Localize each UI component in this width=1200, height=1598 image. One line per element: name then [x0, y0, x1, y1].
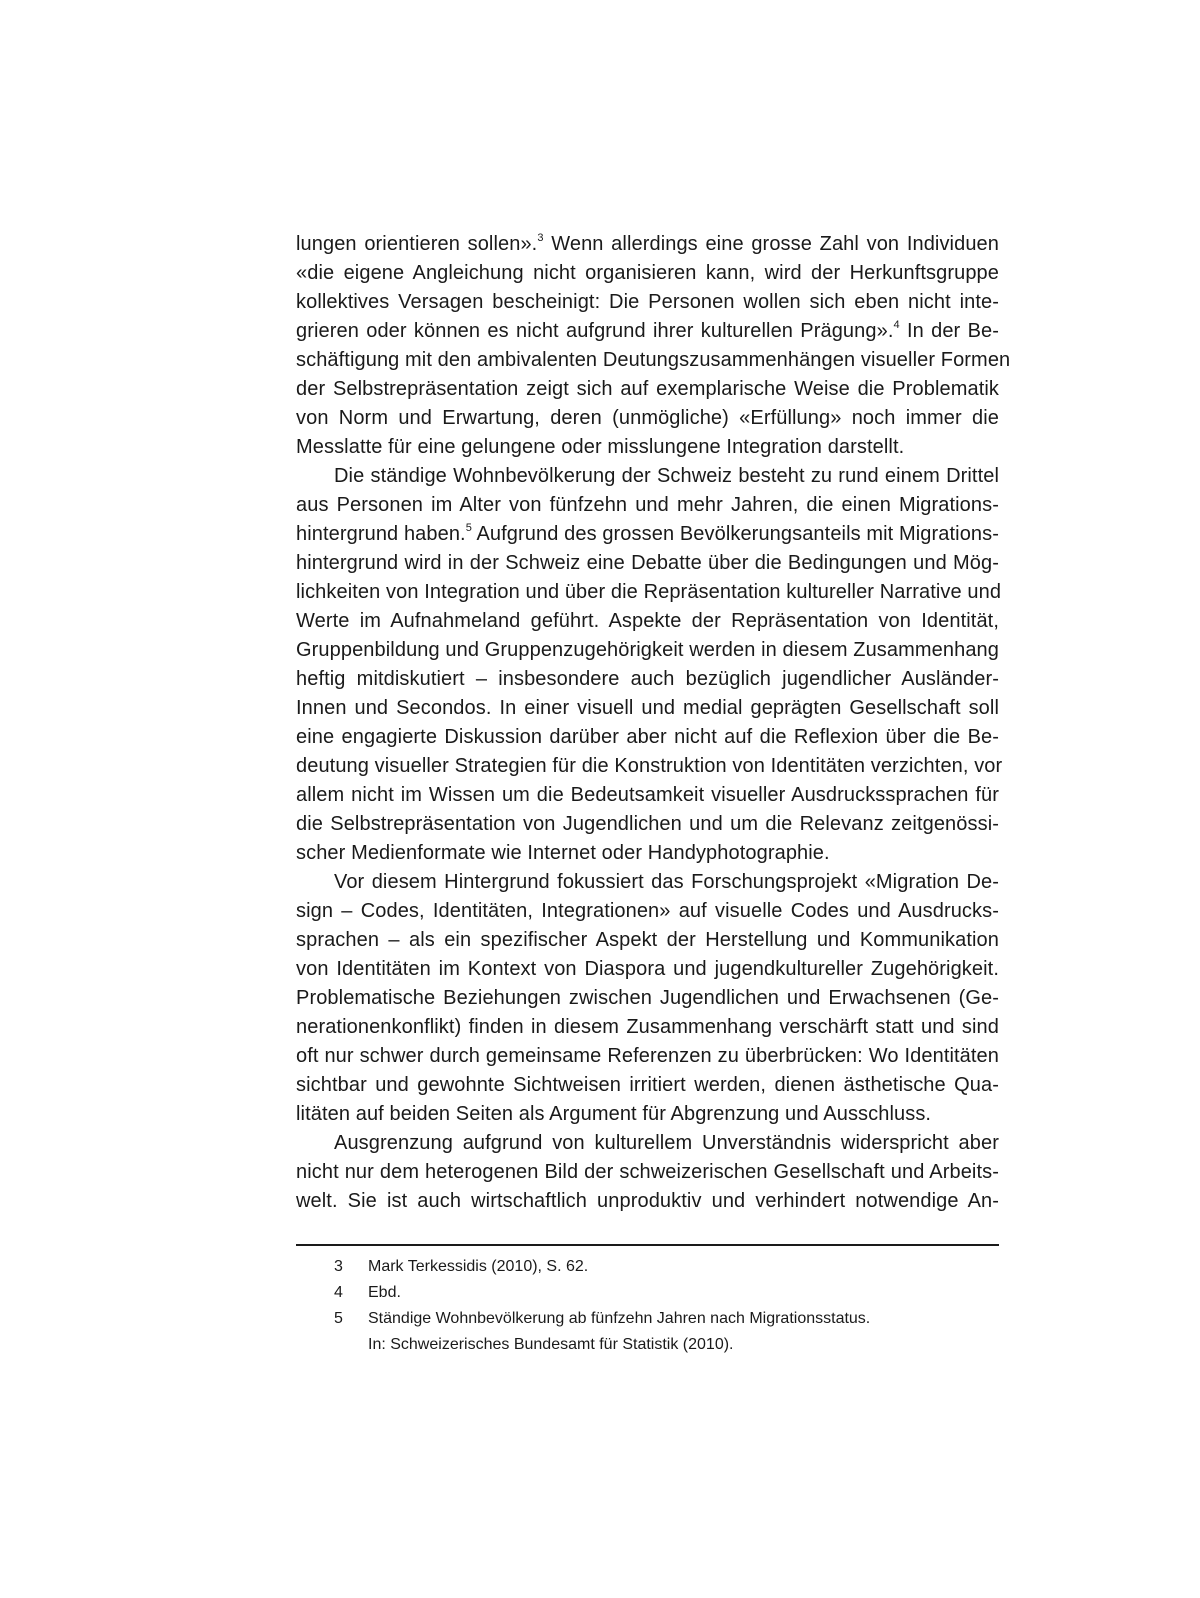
text-segment: hintergrund haben. — [296, 523, 466, 545]
text-segment: Die ständige Wohnbevölkerung der Schweiz besteht zu rund einem Drittel — [334, 465, 999, 487]
text-segment: heftig mitdiskutiert – insbesondere auch bezüglich jugendlicher Ausländer- — [296, 668, 999, 690]
footnotes — [296, 1254, 999, 1358]
text-line — [296, 926, 999, 955]
footnote-number: 5 — [334, 1310, 343, 1327]
text-segment: sprachen – als ein spezifischer Aspekt der Herstellung und Kommunikation — [296, 929, 999, 951]
text-line — [296, 1042, 999, 1071]
text-line — [296, 607, 999, 636]
text-segment: Aufgrund des grossen Bevölkerungsanteils mit Migrations- — [471, 523, 1000, 545]
text-line — [296, 317, 999, 346]
text-line — [296, 1013, 999, 1042]
text-segment: deutung visueller Strategien für die Konstruktion von Identitäten verzichten, vor — [296, 755, 1003, 777]
text-segment: Messlatte für eine gelungene oder misslungene Integration darstellt. — [296, 436, 905, 458]
text-line — [296, 752, 1003, 781]
text-segment: In der Be- — [899, 320, 999, 342]
text-segment: sichtbar und gewohnte Sichtweisen irritiert werden, dienen ästhetische Qua- — [296, 1074, 999, 1096]
paragraph — [296, 1129, 999, 1216]
text-segment: sign – Codes, Identitäten, Integrationen» auf visuelle Codes und Ausdrucks- — [296, 900, 999, 922]
text-segment: allem nicht im Wissen um die Bedeutsamkeit visueller Ausdruckssprachen für — [296, 784, 999, 806]
footnote-text: In: Schweizerisches Bundesamt für Statistik (2010). — [368, 1336, 734, 1353]
text-line — [296, 897, 999, 926]
text-segment: aus Personen im Alter von fünfzehn und mehr Jahren, die einen Migrations- — [296, 494, 999, 516]
text-line — [296, 520, 999, 549]
footnote-reference[interactable]: 5 — [465, 522, 472, 535]
text-line — [296, 1129, 999, 1158]
text-segment: der Selbstrepräsentation zeigt sich auf exemplarische Weise die Problematik — [296, 378, 999, 400]
text-line — [296, 462, 999, 491]
paragraph — [296, 868, 999, 1129]
text-line — [296, 433, 999, 462]
text-line — [296, 288, 999, 317]
text-segment: scher Medienformate wie Internet oder Handyphotographie. — [296, 842, 830, 864]
text-line — [296, 491, 999, 520]
text-line — [296, 1100, 999, 1129]
text-line — [296, 1158, 999, 1187]
text-line — [296, 1071, 999, 1100]
text-line — [296, 375, 999, 404]
text-segment: Wenn allerdings eine grosse Zahl von Individuen — [543, 233, 999, 255]
text-segment: Ausgrenzung aufgrund von kulturellem Unverständnis widerspricht aber — [334, 1132, 999, 1154]
text-line — [296, 868, 999, 897]
footnote-item — [296, 1254, 999, 1280]
text-segment: lichkeiten von Integration und über die Repräsentation kultureller Narrative und — [296, 581, 1002, 603]
footnote-text: Ebd. — [368, 1284, 401, 1301]
text-line — [296, 230, 999, 259]
footnote-text: Mark Terkessidis (2010), S. 62. — [368, 1258, 589, 1275]
text-line — [296, 839, 999, 868]
text-segment: Werte im Aufnahmeland geführt. Aspekte der Repräsentation von Identität, — [296, 610, 999, 632]
text-line — [296, 781, 999, 810]
text-segment: von Identitäten im Kontext von Diaspora und jugendkultureller Zugehörigkeit. — [296, 958, 999, 980]
footnote-number: 4 — [334, 1284, 343, 1301]
text-segment: grieren oder können es nicht aufgrund ihrer kulturellen Prägung». — [296, 320, 894, 342]
footnote-reference[interactable]: 4 — [893, 319, 900, 332]
text-line — [296, 404, 999, 433]
text-segment: kollektives Versagen bescheinigt: Die Personen wollen sich eben nicht inte- — [296, 291, 999, 313]
text-line — [296, 723, 999, 752]
text-segment: Problematische Beziehungen zwischen Jugendlichen und Erwachsenen (Ge- — [296, 987, 999, 1009]
footnote-item — [296, 1280, 999, 1306]
text-line — [296, 694, 999, 723]
text-segment: welt. Sie ist auch wirtschaftlich unproduktiv und verhindert notwendige An- — [296, 1190, 999, 1212]
paragraph — [296, 462, 1003, 868]
text-line — [296, 984, 999, 1013]
footnote-text: Ständige Wohnbevölkerung ab fünfzehn Jahren nach Migrationsstatus. — [368, 1310, 871, 1327]
text-segment: nerationenkonflikt) finden in diesem Zusammenhang verschärft statt und sind — [296, 1016, 999, 1038]
text-segment: Innen und Secondos. In einer visuell und medial geprägten Gesellschaft soll — [296, 697, 999, 719]
paragraph — [296, 230, 1011, 462]
text-line — [296, 665, 999, 694]
text-segment: oft nur schwer durch gemeinsame Referenzen zu überbrücken: Wo Identitäten — [296, 1045, 999, 1067]
footnote-divider — [296, 1244, 999, 1246]
text-line — [296, 810, 999, 839]
text-segment: von Norm und Erwartung, deren (unmögliche) «Erfüllung» noch immer die — [296, 407, 999, 429]
text-segment: Gruppenbildung und Gruppenzugehörigkeit werden in diesem Zusammenhang — [296, 639, 999, 661]
text-segment: lungen orientieren sollen». — [296, 233, 538, 255]
text-segment: litäten auf beiden Seiten als Argument für Abgrenzung und Ausschluss. — [296, 1103, 932, 1125]
text-line — [296, 346, 1011, 375]
text-segment: Vor diesem Hintergrund fokussiert das Forschungsprojekt «Migration De- — [334, 871, 999, 893]
footnote-reference[interactable]: 3 — [537, 232, 544, 245]
text-line — [296, 636, 999, 665]
text-line — [296, 1187, 999, 1216]
text-segment: hintergrund wird in der Schweiz eine Debatte über die Bedingungen und Mög- — [296, 552, 999, 574]
text-segment: «die eigene Angleichung nicht organisieren kann, wird der Herkunftsgruppe — [296, 262, 999, 284]
body-text — [296, 230, 1011, 1216]
text-line — [296, 578, 1002, 607]
footnote-item — [296, 1306, 999, 1358]
footnote-number: 3 — [334, 1258, 343, 1275]
text-segment: eine engagierte Diskussion darüber aber nicht auf die Reflexion über die Be- — [296, 726, 999, 748]
text-line — [296, 549, 999, 578]
text-line — [296, 259, 999, 288]
text-line — [296, 955, 999, 984]
text-segment: die Selbstrepräsentation von Jugendlichen und um die Relevanz zeitgenössi- — [296, 813, 999, 835]
text-segment: nicht nur dem heterogenen Bild der schweizerischen Gesellschaft und Arbeits- — [296, 1161, 999, 1183]
text-segment: schäftigung mit den ambivalenten Deutungszusammenhängen visueller Formen — [296, 349, 1011, 371]
